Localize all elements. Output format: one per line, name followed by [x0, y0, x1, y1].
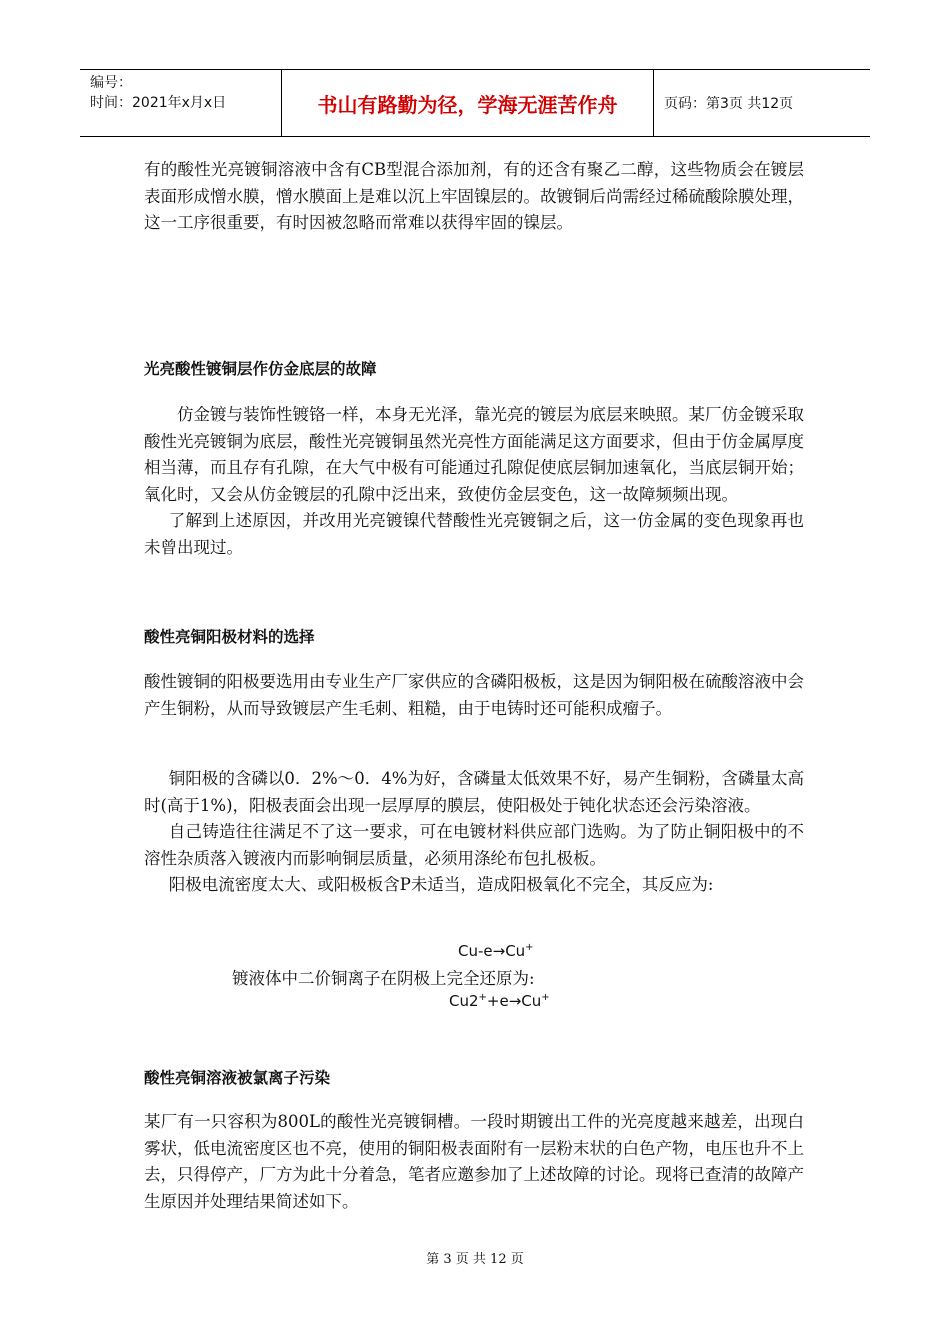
section1-body [144, 402, 804, 561]
formula-2-part-a: Cu2 [449, 992, 479, 1010]
header-meta [80, 70, 282, 136]
section1-paragraph-2: 了解到上述原因，并改用光亮镀镍代替酸性光亮镀铜之后，这一仿金属的变色现象再也未曾出现过。 [144, 511, 804, 557]
section-title-anode-material: 酸性亮铜阳极材料的选择 [144, 628, 315, 646]
reaction-formula-2 [449, 992, 550, 1010]
section2-body-a [144, 669, 804, 722]
page-footer: 第 3 页 共 12 页 [426, 1252, 524, 1267]
section2-paragraph-4: 阳极电流密度太大、或阳极板含P未适当，造成阳极氧化不完全，其反应为: [168, 875, 714, 894]
header-motto: 书山有路勤为径，学海无涯苦作舟 [282, 70, 654, 136]
intro-paragraph-block [144, 157, 804, 237]
section1-paragraph-1: 仿金镀与装饰性镀铬一样，本身无光泽，靠光亮的镀层为底层来映照。某厂仿金镀采取酸性光亮镀铜为底层，酸性光亮镀铜虽然光亮性方面能满足这方面要求，但由于仿金属厚度相当薄，而且存有孔隙，在大气中极有可能通过孔隙促使底层铜加速氧化，当底层铜开始；氧化时，又会从仿金镀层的孔隙中泛出来，致使仿金层变色，这一故障频频出现。 [144, 405, 804, 504]
section2-paragraph-1: 酸性镀铜的阳极要选用由专业生产厂家供应的含磷阳极板，这是因为铜阳极在硫酸溶液中会产生铜粉，从而导致镀层产生毛刺、粗糙，由于电铸时还可能积成瘤子。 [144, 672, 804, 718]
page-header [80, 69, 870, 137]
section3-paragraph-1: 某厂有一只容积为800L的酸性光亮镀铜槽。一段时期镀出工件的光亮度越来越差，出现白雾状，低电流密度区也不亮，使用的铜阳极表面附有一层粉末状的白色产物，电压也升不上去，只得停产，厂方为此十分着急，笔者应邀参加了上述故障的讨论。现将已查清的故障产生原因并处理结果简述如下。 [144, 1112, 804, 1211]
section-title-gold-base: 光亮酸性镀铜层作仿金底层的故障 [144, 360, 377, 378]
formula-2-superscript-1: + [478, 992, 487, 1003]
section2-paragraph-5: 镀液体中二价铜离子在阴极上完全还原为: [232, 969, 535, 988]
header-page-info: 页码：第3页 共12页 [664, 96, 794, 112]
section-title-chloride-pollution: 酸性亮铜溶液被氯离子污染 [144, 1069, 331, 1087]
section2-body-b [144, 766, 804, 899]
formula-1-superscript: + [525, 942, 534, 953]
formula-2-part-b: +e→Cu [486, 992, 542, 1010]
header-number-label: 编号： [90, 75, 132, 91]
section3-body [144, 1109, 804, 1215]
section2-body-c [232, 966, 792, 993]
section2-paragraph-3: 自己铸造往往满足不了这一要求，可在电镀材料供应部门选购。为了防止铜阳极中的不溶性杂质落入镀液内而影响铜层质量，必须用涤纶布包扎极板。 [144, 822, 804, 868]
formula-2-superscript-2: + [541, 992, 550, 1003]
section2-paragraph-2: 铜阳极的含磷以0．2%～0．4%为好，含磷量太低效果不好，易产生铜粉，含磷量太高时(高于1%)，阳极表面会出现一层厚厚的膜层，使阳极处于钝化状态还会污染溶液。 [144, 769, 804, 815]
header-time-label: 时间：2021年x月x日 [90, 95, 227, 111]
reaction-formula-1 [458, 942, 534, 960]
formula-1-text: Cu-e→Cu [458, 942, 526, 960]
intro-paragraph: 有的酸性光亮镀铜溶液中含有CB型混合添加剂，有的还含有聚乙二醇，这些物质会在镀层表面形成憎水膜，憎水膜面上是难以沉上牢固镍层的。故镀铜后尚需经过稀硫酸除膜处理，这一工序很重要，有时因被忽略而常难以获得牢固的镍层。 [144, 160, 804, 232]
